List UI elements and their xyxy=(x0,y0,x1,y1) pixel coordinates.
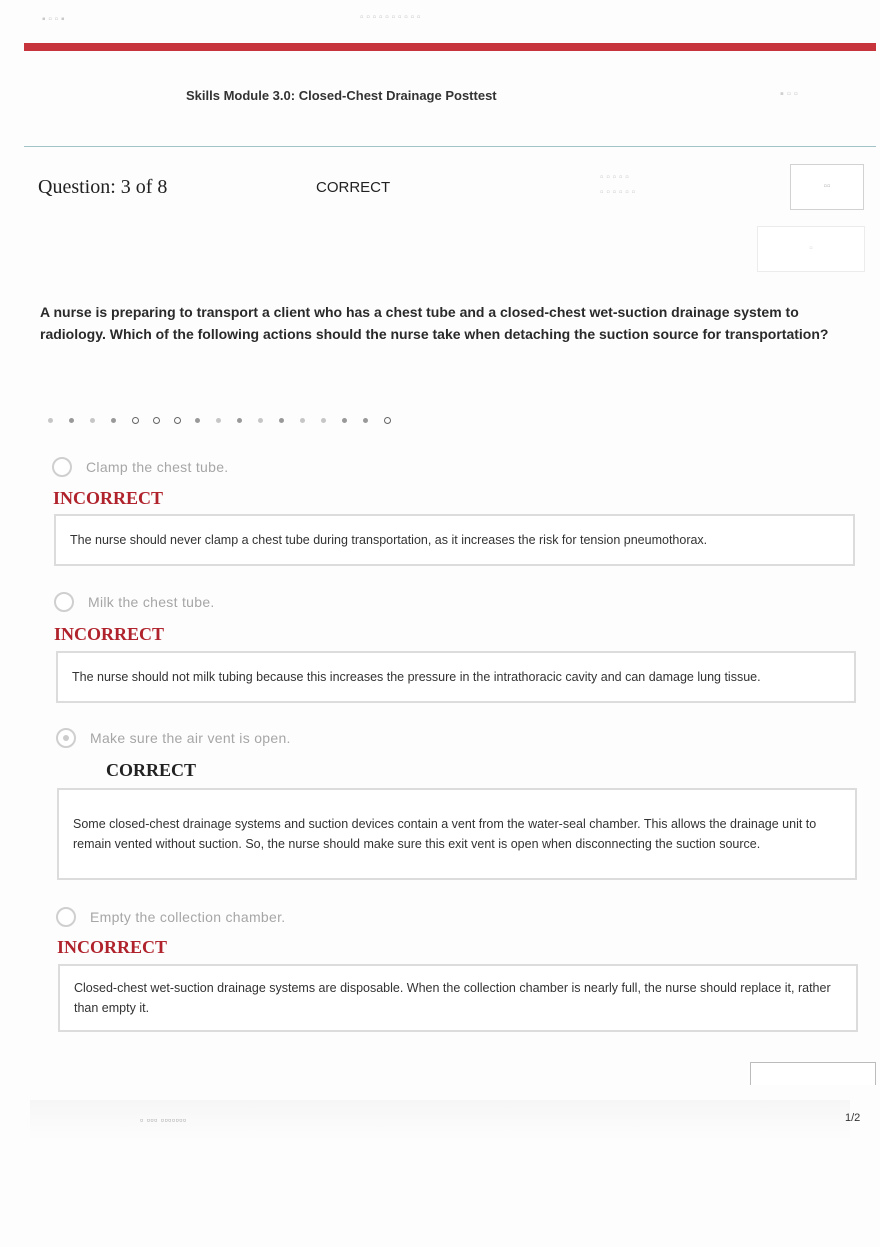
progress-dot xyxy=(237,416,258,424)
print-header-date: ▪ ▫ ▫ ▪ xyxy=(42,14,65,25)
radio-button[interactable] xyxy=(54,592,74,612)
print-footer-url: ▫ ▫▫▫ ▫▫▫▫▫▫▫ xyxy=(140,1115,187,1125)
answer-option-2[interactable] xyxy=(54,592,215,612)
next-button[interactable] xyxy=(750,1062,876,1085)
progress-dot xyxy=(384,416,405,424)
option-2-result: INCORRECT xyxy=(54,624,165,644)
option-3-result: CORRECT xyxy=(106,760,197,780)
option-label: Clamp the chest tube. xyxy=(86,459,229,475)
radio-button-selected[interactable] xyxy=(56,728,76,748)
progress-dot xyxy=(342,416,363,424)
option-4-result: INCORRECT xyxy=(57,937,168,957)
nav-button-secondary[interactable]: ▫ xyxy=(757,226,865,272)
feedback-text: The nurse should never clamp a chest tube during transportation, as it increases the risk for tension pneumothorax. xyxy=(70,533,708,547)
radio-button[interactable] xyxy=(52,457,72,477)
header-accent-bar xyxy=(24,43,876,51)
progress-dot xyxy=(216,416,237,424)
option-label: Milk the chest tube. xyxy=(88,594,215,610)
answer-status: CORRECT xyxy=(316,179,391,196)
nav-button[interactable]: ▫▫ xyxy=(790,164,864,210)
header-divider xyxy=(24,146,876,147)
progress-dot xyxy=(153,416,174,424)
progress-dot xyxy=(300,416,321,424)
answer-option-4[interactable] xyxy=(56,907,285,927)
print-header-url: ▫ ▫ ▫ ▫ ▫ ▫ ▫ ▫ ▫ ▫ xyxy=(360,12,421,23)
answer-option-1[interactable] xyxy=(52,457,229,477)
progress-dot xyxy=(174,416,195,424)
progress-dot xyxy=(321,416,342,424)
option-4-feedback xyxy=(58,964,858,1032)
progress-dot xyxy=(132,416,153,424)
progress-dot xyxy=(111,416,132,424)
option-3-feedback xyxy=(57,788,857,880)
progress-dot xyxy=(69,416,90,424)
module-title: Skills Module 3.0: Closed-Chest Drainage Posttest xyxy=(186,88,497,103)
option-label: Empty the collection chamber. xyxy=(90,909,286,925)
option-1-result: INCORRECT xyxy=(53,488,164,508)
answer-option-3[interactable] xyxy=(56,728,291,748)
progress-dot xyxy=(363,416,384,424)
progress-dot xyxy=(48,416,69,424)
question-counter: Question: 3 of 8 xyxy=(38,176,168,198)
option-2-feedback xyxy=(56,651,856,703)
progress-dot xyxy=(195,416,216,424)
option-1-feedback xyxy=(54,514,855,566)
progress-dot xyxy=(279,416,300,424)
option-label: Make sure the air vent is open. xyxy=(90,730,291,746)
progress-dot xyxy=(90,416,111,424)
question-text: A nurse is preparing to transport a client who has a chest tube and a closed-chest wet-suction drainage system to radiology. Which of the following actions should the nurse take when detaching the suction source for transportation? xyxy=(40,304,829,342)
progress-dots xyxy=(48,416,405,424)
feedback-text: The nurse should not milk tubing because this increases the pressure in the intrathoracic cavity and can damage lung tissue. xyxy=(72,670,761,684)
radio-button[interactable] xyxy=(56,907,76,927)
progress-dot xyxy=(258,416,279,424)
feedback-text: Some closed-chest drainage systems and suction devices contain a vent from the water-seal chamber. This allows the drainage unit to remain vented without suction. So, the nurse should make sure this exit vent is open when disconnecting the suction source. xyxy=(73,817,817,851)
page-number: 1/2 xyxy=(845,1112,861,1124)
feedback-text: Closed-chest wet-suction drainage systems are disposable. When the collection chamber is nearly full, the nurse should replace it, rather than empty it. xyxy=(74,981,831,1015)
header-faint-control[interactable]: ▪ ▫ ▫ xyxy=(780,88,798,100)
timer-faint: ▫ ▫ ▫ ▫ ▫ ▫ ▫ ▫ ▫ ▫ ▫ xyxy=(600,172,636,198)
